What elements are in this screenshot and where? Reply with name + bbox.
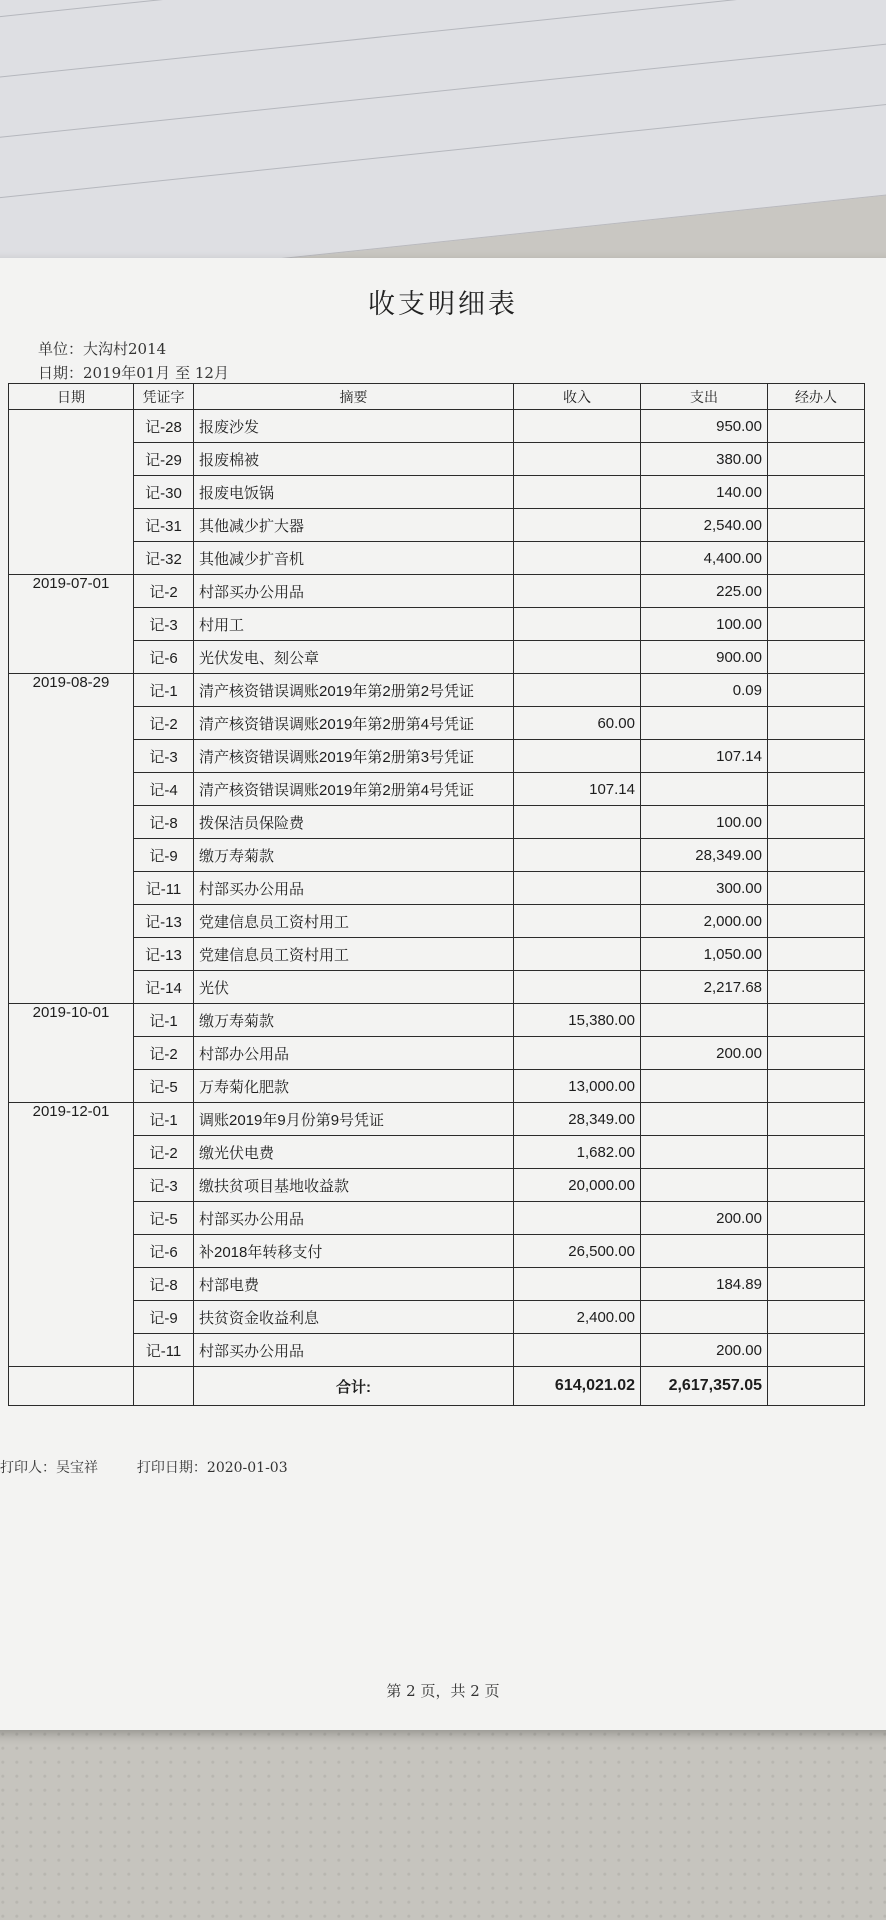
income-cell xyxy=(514,575,641,608)
handler-cell xyxy=(768,410,865,443)
background-paper xyxy=(0,0,886,289)
handler-cell xyxy=(768,839,865,872)
summary-cell: 清产核资错误调账2019年第2册第2号凭证 xyxy=(194,674,514,707)
expense-cell: 4,400.00 xyxy=(641,542,768,575)
total-cell-empty-3 xyxy=(768,1367,865,1406)
handler-cell xyxy=(768,674,865,707)
voucher-cell: 记-1 xyxy=(134,674,194,707)
income-cell: 26,500.00 xyxy=(514,1235,641,1268)
income-cell: 13,000.00 xyxy=(514,1070,641,1103)
table-row xyxy=(9,872,865,905)
income-cell xyxy=(514,1334,641,1367)
voucher-cell: 记-31 xyxy=(134,509,194,542)
income-cell xyxy=(514,872,641,905)
income-cell: 15,380.00 xyxy=(514,1004,641,1037)
background-floor xyxy=(0,1730,886,1920)
voucher-cell: 记-8 xyxy=(134,806,194,839)
income-cell xyxy=(514,971,641,1004)
voucher-cell: 记-1 xyxy=(134,1103,194,1136)
voucher-cell: 记-3 xyxy=(134,740,194,773)
expense-cell: 2,000.00 xyxy=(641,905,768,938)
summary-cell: 清产核资错误调账2019年第2册第4号凭证 xyxy=(194,773,514,806)
table-row xyxy=(9,1169,865,1202)
income-cell xyxy=(514,410,641,443)
income-cell xyxy=(514,1037,641,1070)
expense-cell: 2,540.00 xyxy=(641,509,768,542)
income-cell: 28,349.00 xyxy=(514,1103,641,1136)
expense-cell: 200.00 xyxy=(641,1037,768,1070)
summary-cell: 缴万寿菊款 xyxy=(194,839,514,872)
income-cell xyxy=(514,740,641,773)
handler-cell xyxy=(768,1037,865,1070)
expense-cell xyxy=(641,1301,768,1334)
table-row xyxy=(9,608,865,641)
summary-cell: 补2018年转移支付 xyxy=(194,1235,514,1268)
voucher-cell: 记-29 xyxy=(134,443,194,476)
expense-cell xyxy=(641,1070,768,1103)
income-cell xyxy=(514,443,641,476)
handler-cell xyxy=(768,905,865,938)
page-number: 第 2 页，共 2 页 xyxy=(386,1682,500,1700)
table-row xyxy=(9,542,865,575)
income-cell xyxy=(514,905,641,938)
handler-cell xyxy=(768,1334,865,1367)
summary-cell: 缴万寿菊款 xyxy=(194,1004,514,1037)
voucher-cell: 记-8 xyxy=(134,1268,194,1301)
income-cell: 2,400.00 xyxy=(514,1301,641,1334)
expense-cell: 184.89 xyxy=(641,1268,768,1301)
income-cell xyxy=(514,608,641,641)
summary-cell: 村用工 xyxy=(194,608,514,641)
income-cell xyxy=(514,476,641,509)
voucher-cell: 记-2 xyxy=(134,1037,194,1070)
voucher-cell: 记-14 xyxy=(134,971,194,1004)
summary-cell: 清产核资错误调账2019年第2册第3号凭证 xyxy=(194,740,514,773)
handler-cell xyxy=(768,542,865,575)
voucher-cell: 记-5 xyxy=(134,1202,194,1235)
voucher-cell: 记-11 xyxy=(134,1334,194,1367)
voucher-cell: 记-32 xyxy=(134,542,194,575)
table-row xyxy=(9,1103,865,1136)
total-income: 614,021.02 xyxy=(514,1367,641,1406)
handler-cell xyxy=(768,938,865,971)
handler-cell xyxy=(768,971,865,1004)
table-row xyxy=(9,839,865,872)
table-row xyxy=(9,674,865,707)
table-row xyxy=(9,476,865,509)
summary-cell: 党建信息员工资村用工 xyxy=(194,905,514,938)
expense-cell: 200.00 xyxy=(641,1334,768,1367)
expense-cell: 300.00 xyxy=(641,872,768,905)
summary-cell: 清产核资错误调账2019年第2册第4号凭证 xyxy=(194,707,514,740)
voucher-cell: 记-4 xyxy=(134,773,194,806)
income-cell xyxy=(514,1202,641,1235)
voucher-cell: 记-9 xyxy=(134,839,194,872)
income-cell xyxy=(514,1268,641,1301)
period-line xyxy=(38,362,229,383)
income-cell xyxy=(514,542,641,575)
summary-cell: 万寿菊化肥款 xyxy=(194,1070,514,1103)
date-cell xyxy=(9,410,134,575)
summary-cell: 调账2019年9月份第9号凭证 xyxy=(194,1103,514,1136)
summary-cell: 村部买办公用品 xyxy=(194,872,514,905)
total-label: 合计: xyxy=(194,1367,514,1406)
summary-cell: 村部买办公用品 xyxy=(194,1334,514,1367)
handler-cell xyxy=(768,1136,865,1169)
date-cell: 2019-08-29 xyxy=(9,674,134,1004)
table-row xyxy=(9,1037,865,1070)
expense-cell: 107.14 xyxy=(641,740,768,773)
expense-cell: 1,050.00 xyxy=(641,938,768,971)
total-row xyxy=(9,1367,865,1406)
document-title: 收支明细表 xyxy=(368,289,518,320)
handler-cell xyxy=(768,1004,865,1037)
voucher-cell: 记-2 xyxy=(134,1136,194,1169)
table-row xyxy=(9,905,865,938)
voucher-cell: 记-6 xyxy=(134,1235,194,1268)
total-cell-empty-1 xyxy=(9,1367,134,1406)
voucher-cell: 记-30 xyxy=(134,476,194,509)
ledger-body xyxy=(9,410,865,1367)
header-date: 日期 xyxy=(9,384,134,410)
voucher-cell: 记-3 xyxy=(134,1169,194,1202)
summary-cell: 报废电饭锅 xyxy=(194,476,514,509)
header-expense: 支出 xyxy=(641,384,768,410)
income-cell xyxy=(514,674,641,707)
table-row xyxy=(9,938,865,971)
handler-cell xyxy=(768,476,865,509)
income-cell xyxy=(514,839,641,872)
expense-cell: 28,349.00 xyxy=(641,839,768,872)
income-cell xyxy=(514,641,641,674)
total-cell-empty-2 xyxy=(134,1367,194,1406)
summary-cell: 光伏 xyxy=(194,971,514,1004)
table-row xyxy=(9,509,865,542)
handler-cell xyxy=(768,740,865,773)
handler-cell xyxy=(768,1202,865,1235)
print-date: 2020-01-03 xyxy=(206,1460,288,1476)
voucher-cell: 记-9 xyxy=(134,1301,194,1334)
voucher-cell: 记-2 xyxy=(134,707,194,740)
summary-cell: 其他减少扩大器 xyxy=(194,509,514,542)
table-row xyxy=(9,443,865,476)
unit-line xyxy=(38,338,166,359)
header-summary: 摘要 xyxy=(194,384,514,410)
voucher-cell: 记-13 xyxy=(134,905,194,938)
expense-cell: 380.00 xyxy=(641,443,768,476)
header-row xyxy=(9,384,865,410)
expense-cell: 950.00 xyxy=(641,410,768,443)
period-start: 2019年01月 xyxy=(83,364,171,382)
print-info xyxy=(0,1457,288,1477)
printer-name: 吴宝祥 xyxy=(56,1460,98,1476)
summary-cell: 拨保洁员保险费 xyxy=(194,806,514,839)
handler-cell xyxy=(768,1268,865,1301)
voucher-cell: 记-11 xyxy=(134,872,194,905)
income-cell: 1,682.00 xyxy=(514,1136,641,1169)
table-row xyxy=(9,707,865,740)
table-row xyxy=(9,773,865,806)
handler-cell xyxy=(768,1169,865,1202)
table-row xyxy=(9,410,865,443)
expense-cell: 200.00 xyxy=(641,1202,768,1235)
handler-cell xyxy=(768,509,865,542)
summary-cell: 村部买办公用品 xyxy=(194,1202,514,1235)
period-end: 12月 xyxy=(194,364,229,382)
table-row xyxy=(9,1334,865,1367)
table-row xyxy=(9,1070,865,1103)
date-cell: 2019-12-01 xyxy=(9,1103,134,1367)
expense-cell: 140.00 xyxy=(641,476,768,509)
table-row xyxy=(9,1235,865,1268)
date-cell: 2019-07-01 xyxy=(9,575,134,674)
header-handler: 经办人 xyxy=(768,384,865,410)
printer-label: 打印人： xyxy=(0,1460,56,1476)
table-row xyxy=(9,1301,865,1334)
table-row xyxy=(9,1202,865,1235)
income-cell xyxy=(514,806,641,839)
expense-cell xyxy=(641,773,768,806)
table-row xyxy=(9,1268,865,1301)
handler-cell xyxy=(768,1301,865,1334)
summary-cell: 村部办公用品 xyxy=(194,1037,514,1070)
expense-cell xyxy=(641,1136,768,1169)
voucher-cell: 记-6 xyxy=(134,641,194,674)
expense-cell: 2,217.68 xyxy=(641,971,768,1004)
income-cell: 107.14 xyxy=(514,773,641,806)
total-expense: 2,617,357.05 xyxy=(641,1367,768,1406)
unit-value: 大沟村2014 xyxy=(83,340,167,358)
summary-cell: 扶贫资金收益利息 xyxy=(194,1301,514,1334)
expense-cell xyxy=(641,1004,768,1037)
income-cell: 20,000.00 xyxy=(514,1169,641,1202)
period-label: 日期： xyxy=(38,364,84,382)
handler-cell xyxy=(768,608,865,641)
voucher-cell: 记-1 xyxy=(134,1004,194,1037)
header-voucher: 凭证字 xyxy=(134,384,194,410)
handler-cell xyxy=(768,773,865,806)
unit-label: 单位： xyxy=(38,340,84,358)
income-cell: 60.00 xyxy=(514,707,641,740)
expense-cell: 100.00 xyxy=(641,806,768,839)
voucher-cell: 记-3 xyxy=(134,608,194,641)
handler-cell xyxy=(768,443,865,476)
income-cell xyxy=(514,509,641,542)
summary-cell: 报废棉被 xyxy=(194,443,514,476)
handler-cell xyxy=(768,1070,865,1103)
expense-cell: 900.00 xyxy=(641,641,768,674)
handler-cell xyxy=(768,575,865,608)
voucher-cell: 记-13 xyxy=(134,938,194,971)
summary-cell: 村部买办公用品 xyxy=(194,575,514,608)
expense-cell: 0.09 xyxy=(641,674,768,707)
table-row xyxy=(9,1136,865,1169)
table-row xyxy=(9,971,865,1004)
summary-cell: 其他减少扩音机 xyxy=(194,542,514,575)
expense-cell xyxy=(641,1235,768,1268)
expense-cell xyxy=(641,707,768,740)
expense-cell: 225.00 xyxy=(641,575,768,608)
expense-cell xyxy=(641,1103,768,1136)
handler-cell xyxy=(768,641,865,674)
summary-cell: 党建信息员工资村用工 xyxy=(194,938,514,971)
handler-cell xyxy=(768,806,865,839)
voucher-cell: 记-2 xyxy=(134,575,194,608)
print-date-label: 打印日期： xyxy=(136,1460,207,1476)
table-row xyxy=(9,575,865,608)
handler-cell xyxy=(768,1103,865,1136)
table-row xyxy=(9,1004,865,1037)
date-cell: 2019-10-01 xyxy=(9,1004,134,1103)
expense-cell xyxy=(641,1169,768,1202)
table-row xyxy=(9,740,865,773)
summary-cell: 光伏发电、刻公章 xyxy=(194,641,514,674)
expense-cell: 100.00 xyxy=(641,608,768,641)
handler-cell xyxy=(768,707,865,740)
handler-cell xyxy=(768,1235,865,1268)
summary-cell: 缴光伏电费 xyxy=(194,1136,514,1169)
voucher-cell: 记-5 xyxy=(134,1070,194,1103)
period-sep: 至 xyxy=(175,364,191,382)
summary-cell: 村部电费 xyxy=(194,1268,514,1301)
table-row xyxy=(9,641,865,674)
handler-cell xyxy=(768,872,865,905)
summary-cell: 缴扶贫项目基地收益款 xyxy=(194,1169,514,1202)
table-row xyxy=(9,806,865,839)
summary-cell: 报废沙发 xyxy=(194,410,514,443)
header-income: 收入 xyxy=(514,384,641,410)
income-cell xyxy=(514,938,641,971)
voucher-cell: 记-28 xyxy=(134,410,194,443)
ledger-table xyxy=(8,383,865,1406)
